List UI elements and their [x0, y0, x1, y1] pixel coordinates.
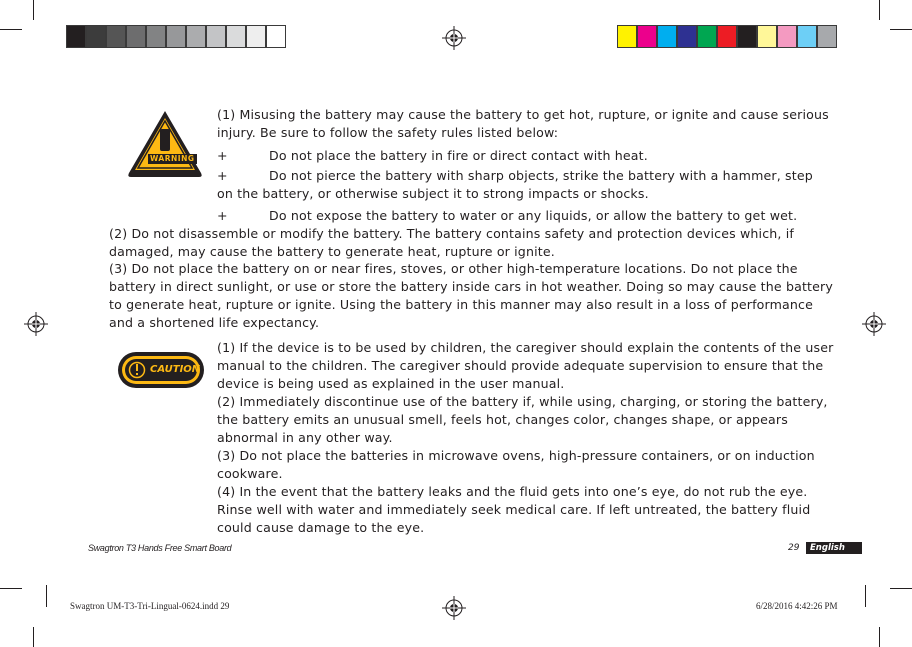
color-swatch-6 — [717, 25, 737, 48]
warning-bullet-1: Do not place the battery in fire or direct contact with heat. — [269, 148, 648, 163]
crop-mark-top-right-v — [879, 0, 880, 20]
gray-swatch-4 — [126, 25, 146, 48]
crop-mark-top-left-v — [33, 0, 34, 20]
bullet-mark-3: + — [217, 208, 228, 223]
registration-mark-left-icon — [24, 312, 48, 336]
slug-timestamp: 6/28/2016 4:42:26 PM — [756, 601, 838, 611]
caution-text: (1) If the device is to be used by children, the caregiver should explain the contents of the user manual to the children. The caregiver should provide adequate supervision to ensure that the device is being used as explained in the user manual. (2) Immediately discontinue use of the battery if, while using, charging, or storing the battery, the battery emits an unusual smell, feels hot, changes color, changes shape, or appears abnormal in any other way. (3) Do not place the batteries in microwave ovens, high-pressure containers, or on induction cookware. (4) In the event that the battery leaks and the fluid gets into one’s eye, do not rub the eye. Rinse well with water and immediately seek medical care. If left untreated, the battery fluid could cause damage to the eye. — [217, 340, 834, 535]
gray-swatch-8 — [206, 25, 226, 48]
bullet-mark-1: + — [217, 148, 228, 163]
gray-color-bar — [66, 25, 286, 48]
color-swatch-11 — [817, 25, 837, 48]
crop-mark-top-left-h — [0, 29, 22, 30]
crop-mark-bottom-right-h — [890, 588, 912, 589]
gray-swatch-10 — [246, 25, 266, 48]
gray-swatch-3 — [106, 25, 126, 48]
registration-mark-top-icon — [442, 26, 466, 50]
warning-item-1: (1) Misusing the battery may cause the battery to get hot, rupture, or ignite and cause serious injury. Be sure to follow the safety rules listed below: — [217, 107, 829, 140]
color-swatch-1 — [617, 25, 637, 48]
color-swatch-7 — [737, 25, 757, 48]
gray-swatch-6 — [166, 25, 186, 48]
crop-mark-bottom-left-h — [0, 588, 22, 589]
color-swatch-4 — [677, 25, 697, 48]
warning-triangle-icon — [125, 107, 205, 179]
warning-item-3: (3) Do not place the battery on or near fires, stoves, or other high-temperature locations. Do not place the battery in direct sunlight, or use or store the battery inside cars in hot weather. Doing so may cause the battery to generate heat, rupture or ignite. Using the battery in this manner may also result in a loss of performance and a shortened life expectancy. — [109, 261, 833, 330]
color-swatch-2 — [637, 25, 657, 48]
crop-mark-bottom-left-v — [33, 627, 34, 647]
footer-language-tab: English — [806, 542, 862, 554]
footer-product-name: Swagtron T3 Hands Free Smart Board — [88, 543, 232, 553]
color-swatch-3 — [657, 25, 677, 48]
color-swatch-9 — [777, 25, 797, 48]
warning-item-2: (2) Do not disassemble or modify the battery. The battery contains safety and protection devices which, if damaged, may cause the battery to generate heat, rupture or ignite. — [109, 226, 794, 259]
crop-mark-bottom-right-inner — [865, 585, 866, 607]
gray-swatch-2 — [86, 25, 106, 48]
gray-swatch-11 — [266, 25, 286, 48]
warning-bullet-2-continued: on the battery, or otherwise subject it to strong impacts or shocks. — [217, 186, 649, 201]
caution-badge-text: CAUTION — [150, 364, 201, 375]
gray-swatch-7 — [186, 25, 206, 48]
crop-mark-bottom-left-inner — [46, 585, 47, 607]
color-swatch-10 — [797, 25, 817, 48]
warning-bullet-3: Do not expose the battery to water or any liquids, or allow the battery to get wet. — [269, 208, 798, 223]
slug-file-name: Swagtron UM-T3-Tri-Lingual-0624.indd 29 — [70, 601, 230, 611]
crop-mark-bottom-right-v — [879, 627, 880, 647]
bullet-mark-2: + — [217, 168, 228, 183]
footer-page-number: 29 — [788, 543, 800, 553]
color-swatch-8 — [757, 25, 777, 48]
registration-mark-right-icon — [862, 312, 886, 336]
registration-mark-bottom-icon — [442, 596, 466, 620]
gray-swatch-9 — [226, 25, 246, 48]
color-swatch-5 — [697, 25, 717, 48]
warning-badge — [125, 107, 205, 179]
gray-swatch-5 — [146, 25, 166, 48]
warning-badge-text: WARNING — [150, 154, 195, 163]
caution-badge — [117, 351, 205, 389]
color-bar — [617, 25, 837, 48]
crop-mark-top-right-h — [890, 29, 912, 30]
gray-swatch-1 — [66, 25, 86, 48]
warning-bullet-2: Do not pierce the battery with sharp objects, strike the battery with a hammer, step — [269, 168, 813, 183]
